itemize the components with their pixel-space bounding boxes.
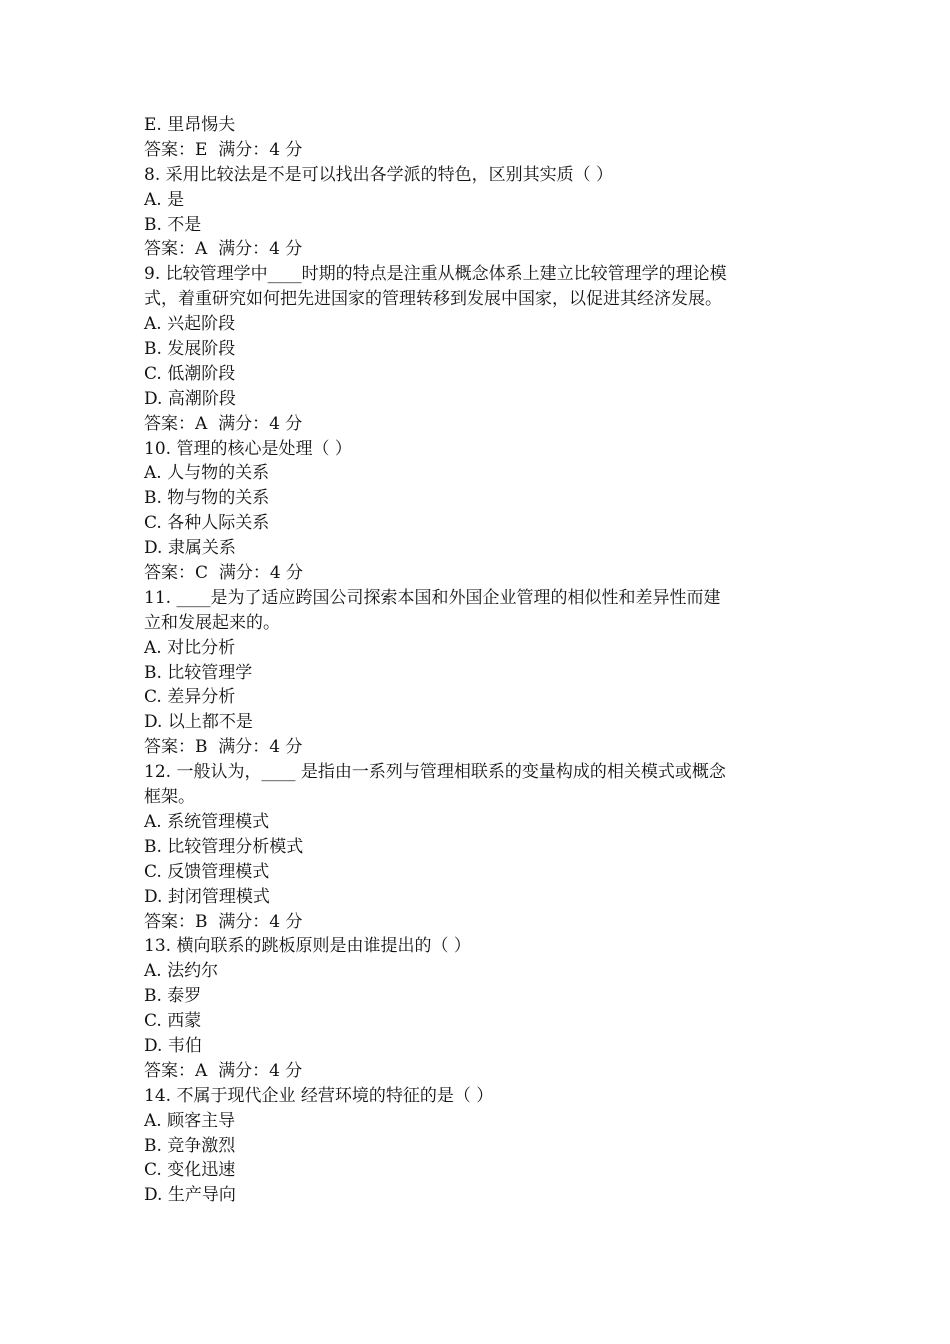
option-b-q10: B. 物与物的关系	[144, 488, 270, 509]
answer-q12: 答案：B 满分：4 分	[144, 911, 303, 932]
document-page	[144, 113, 814, 1208]
option-d-q10: D. 隶属关系	[144, 538, 236, 559]
answer-q11: 答案：B 满分：4 分	[144, 737, 303, 758]
answer-q7: 答案：E 满分：4 分	[144, 139, 303, 160]
option-a-q12: A. 系统管理模式	[144, 811, 270, 832]
option-a-q14: A. 顾客主导	[144, 1110, 236, 1131]
option-a-q10: A. 人与物的关系	[144, 463, 270, 484]
option-d-q11: D. 以上都不是	[144, 712, 253, 733]
option-c-q12: C. 反馈管理模式	[144, 861, 270, 882]
option-a-q9: A. 兴起阶段	[144, 314, 236, 335]
option-a-q11: A. 对比分析	[144, 637, 236, 658]
answer-q10: 答案：C 满分：4 分	[144, 563, 304, 584]
question-9-line-1: 9. 比较管理学中____时期的特点是注重从概念体系上建立比较管理学的理论模	[144, 264, 727, 285]
option-c-q14: C. 变化迅速	[144, 1160, 236, 1181]
option-b-q12: B. 比较管理分析模式	[144, 836, 304, 857]
option-b-q9: B. 发展阶段	[144, 339, 236, 360]
question-9-line-2: 式，着重研究如何把先进国家的管理转移到发展中国家，以促进其经济发展。	[144, 289, 722, 310]
option-b-q8: B. 不是	[144, 214, 202, 235]
question-11-line-1: 11. ____是为了适应跨国公司探索本国和外国企业管理的相似性和差异性而建	[144, 587, 721, 608]
option-e-q7: E. 里昂惕夫	[144, 115, 236, 135]
question-8: 8. 采用比较法是不是可以找出各学派的特色，区别其实质（ ）	[144, 164, 614, 185]
option-a-q13: A. 法约尔	[144, 961, 219, 982]
option-b-q14: B. 竞争激烈	[144, 1135, 236, 1156]
question-11-line-2: 立和发展起来的。	[144, 612, 280, 633]
answer-q8: 答案：A 满分：4 分	[144, 239, 303, 260]
question-12-line-2: 框架。	[144, 787, 195, 808]
option-a-q8: A. 是	[144, 189, 185, 210]
option-d-q13: D. 韦伯	[144, 1035, 202, 1056]
question-12-line-1: 12. 一般认为，____ 是指由一系列与管理相联系的变量构成的相关模式或概念	[144, 762, 726, 783]
option-b-q11: B. 比较管理学	[144, 662, 253, 683]
question-14: 14. 不属于现代企业 经营环境的特征的是（ ）	[144, 1085, 494, 1106]
option-d-q14: D. 生产导向	[144, 1185, 236, 1206]
option-c-q10: C. 各种人际关系	[144, 513, 270, 534]
answer-q9: 答案：A 满分：4 分	[144, 413, 303, 434]
question-13: 13. 横向联系的跳板原则是由谁提出的（ ）	[144, 936, 471, 957]
option-c-q9: C. 低潮阶段	[144, 363, 236, 384]
option-d-q12: D. 封闭管理模式	[144, 886, 270, 907]
question-10: 10. 管理的核心是处理（ ）	[144, 438, 352, 459]
answer-q13: 答案：A 满分：4 分	[144, 1060, 303, 1081]
option-c-q11: C. 差异分析	[144, 687, 236, 708]
option-b-q13: B. 泰罗	[144, 986, 202, 1007]
option-c-q13: C. 西蒙	[144, 1011, 202, 1032]
option-d-q9: D. 高潮阶段	[144, 388, 236, 409]
